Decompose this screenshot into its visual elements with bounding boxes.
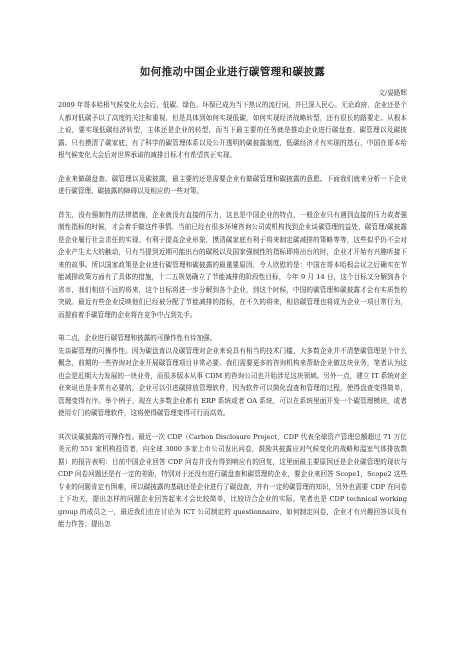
paragraph-gap [58,162,407,173]
paragraph-gap [58,321,407,332]
paragraph-first-point: 首先，没有强制性的法律措施，企业就没有直接的压力，这也是中国企业的特点，一般企业只有遇到直接的压力或者强制性指标的时候，才会着手做这件事情。当前已经有很多环境咨询公司或机构找到企业谈碳管理的益处，碳管理/碳披露是企业履行社会责任的实现、有利于提高企业形象，摸清碳家底有利于将来制定碳减排的策略等等，这些似乎仍不会对企业产生太大的触动，只有当提到近期可能出台的碳税以及国家强制性的指标即将出台的时，企业才开始有兴趣听接下来的故事。所以国家政策是企业进行碳管理和碳披露的最重要原因，令人欣慰的是：中国在哥本哈根会议之后确实在节能减排政策方面有了具体的措施，十二五规划确立了节能减排的阶段性目标，今年 9 月 14 日，这个目标又分解到各个省市，我们相信不远的将来，这个目标将进一步分解到各个企业，到这个时候，中国的碳管理和碳披露才会有实质性的突破。最近有些企业反映他们已经被分配了节能减排的指标，在不久的将来，相信碳管理也将成为企业一项日常行为，而提前着手碳管理的企业将在竞争中占到先手。 [58,210,407,319]
paragraph-intro: 2009 年哥本哈根气候变化大会后，低碳、绿色、环保已成为当下热议的流行词，并已深入民心。无论政府、企业还是个人都对低碳予以了高度的关注和重视，但是具体到如何实现低碳，如何实现经济战略转型，还有很长的路要走。从根本上说，要实现低碳经济转型，主体还是企业的转型，而当下最主要的任务就是推动企业进行碳盘查、碳管理以及碳披露。只有摸清了碳家底，有了科学的碳管理体系以及公开透明的碳披露制度，低碳经济才有实现的基石，中国在哥本哈根气候变化大会后对世界承诺的减排目标才有希望真正实现。 [58,101,407,159]
paragraph-gap [58,420,407,431]
paragraph-willingness: 企业来做碳盘查、碳管理以及碳披露，最主要的还是需要企业有做碳管理和碳披露的意愿。下面我们就来分析一下企业进行碳管理、碳披露的障碍以及相应的一些对策。 [58,174,407,195]
document-title: 如何推动中国企业进行碳管理和碳披露 [139,66,326,78]
paragraph-second-point-heading: 第二点，企业进行碳管理和披露的可操作性有待加强。 [58,334,217,342]
paragraph-carbon-management: 先谈碳管理的可操作性。因为碳盘查以及碳管理对企业来说具有相当的技术门槛，大多数企业并不清楚碳管理是个什么概念，前期的一些咨询对企业开展碳管理项目非常必要。我们需要更多的咨询机构来帮助企业做这块业务，笔者认为这也会是近期大力发展的一块业务，而很多版本从事 CDM 的咨询公司也开始涉足这块领域。另外一点，建立 IT 系统对企业来说也是非常有必要的，企业可以引进碳排放管理软件，因为软件可以简化盘查和管理的过程，使得盘查变得简单，管理变得有序。举个例子，现在大多数企业都有 ERP 系统或者 OA 系统，可以在系统里面开发一个碳管理模块，或者使用专门的碳管理软件，这将使得碳管理变得可行而高效。 [58,346,407,417]
author-line: 文/晏路辉 [378,89,407,97]
paragraph-gap [58,198,407,209]
paragraph-carbon-disclosure: 其次谈碳披露的可操作性。最近一次 CDP（Carbon Disclosure Project，CDP 代表全球资产管理总额超过 71 万亿美元的 551 家机构投资者，向全球 3000 多家上市公司发出问卷，鼓励其披露应对气候变化的战略和温室气体排放数据）的报告表明：目前中国企业回答 CDP 问卷并没有得到响应有的回复，这里面最主要原因还是企业碳管理的现状与 CDP 问卷问题还是有一定的差距，特别对于还没有进行碳盘查和碳管理的企业，要企业来回答 Scope1，Scope2 这些专业的问题肯定有困难，所以碳披露的基础还是企业进行了碳盘查，并有一定的碳管理的知识，另外也需要 CDP 在问卷上下功夫，提出怎样的问题企业回答起来才会比较简单，比较切合企业的实际。笔者也是 CDP technical working group 的成员之一，最近我们也在讨论为 ICT 公司制定的 questionnaire，如何制定问卷，企业才有兴趣回答以及有能力作答；提出怎 [58,432,407,528]
